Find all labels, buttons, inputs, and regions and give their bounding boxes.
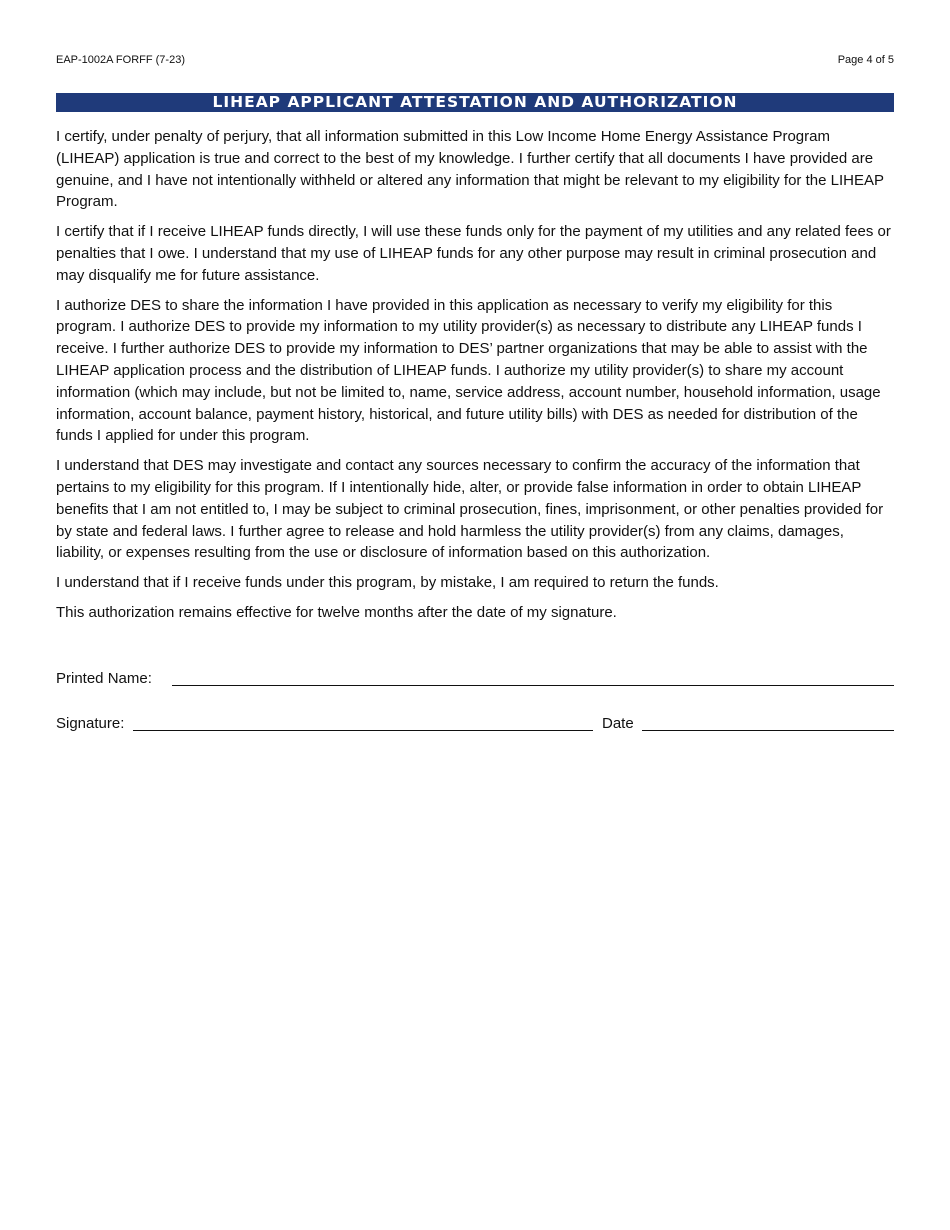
signature-row	[56, 713, 894, 735]
printed-name-field[interactable]	[172, 685, 894, 686]
signature-field[interactable]	[133, 730, 593, 731]
certify-paragraph: I certify, under penalty of perjury, that all information submitted in this Low Income Home Energy Assistance Program (LIHEAP) application is true and correct to the best of my knowledge. I further certify that all documents I have provided are genuine, and I have not intentionally withheld or altered any information that might be relevant to my eligibility for the LIHEAP Program.	[56, 128, 884, 211]
section-title-banner: LIHEAP APPLICANT ATTESTATION AND AUTHORIZATION	[56, 93, 894, 112]
funds-use-paragraph: I certify that if I receive LIHEAP funds directly, I will use these funds only for the payment of my utilities and any related fees or penalties that I owe. I understand that my use of LIHEAP funds for any other purpose may result in criminal prosecution and may disqualify me for future assistance.	[56, 223, 891, 284]
form-number: EAP-1002A FORFF (7-23)	[56, 54, 185, 66]
printed-name-row	[56, 668, 894, 690]
date-field[interactable]	[642, 730, 894, 731]
return-funds-paragraph: I understand that if I receive funds under this program, by mistake, I am required to return the funds.	[56, 574, 719, 592]
signature-label: Signature:	[56, 715, 125, 732]
page-number: Page 4 of 5	[837, 54, 894, 66]
date-label: Date	[602, 715, 634, 732]
printed-name-label: Printed Name:	[56, 670, 152, 687]
page-header	[56, 53, 894, 67]
effective-period-paragraph: This authorization remains effective for twelve months after the date of my signature.	[56, 603, 617, 621]
authorization-paragraph: I authorize DES to share the information I have provided in this application as necessary to verify my eligibility for this program. I authorize DES to provide my information to my utility provider(s) as necessary to distribute any LIHEAP funds I receive. I further authorize DES to provide my information to DES’ partner organizations that may be able to assist with the LIHEAP application process and the distribution of LIHEAP funds. I authorize my utility provider(s) to share my account information (which may include, but not be limited to, name, service address, account number, household information, usage information, account balance, payment history, historical, and future utility bills) with DES as needed for distribution of the funds I applied for under this program.	[56, 296, 881, 445]
attestation-text	[56, 126, 896, 632]
investigation-paragraph: I understand that DES may investigate and contact any sources necessary to confirm the accuracy of the information that pertains to my eligibility for this program. If I intentionally hide, alter, or provide false information in order to obtain LIHEAP benefits that I am not entitled to, I may be subject to criminal prosecution, fines, imprisonment, or other penalties provided for by state and federal laws. I further agree to release and hold harmless the utility provider(s) from any claims, damages, liability, or expenses resulting from the use or disclosure of information based on this authorization.	[56, 457, 884, 562]
